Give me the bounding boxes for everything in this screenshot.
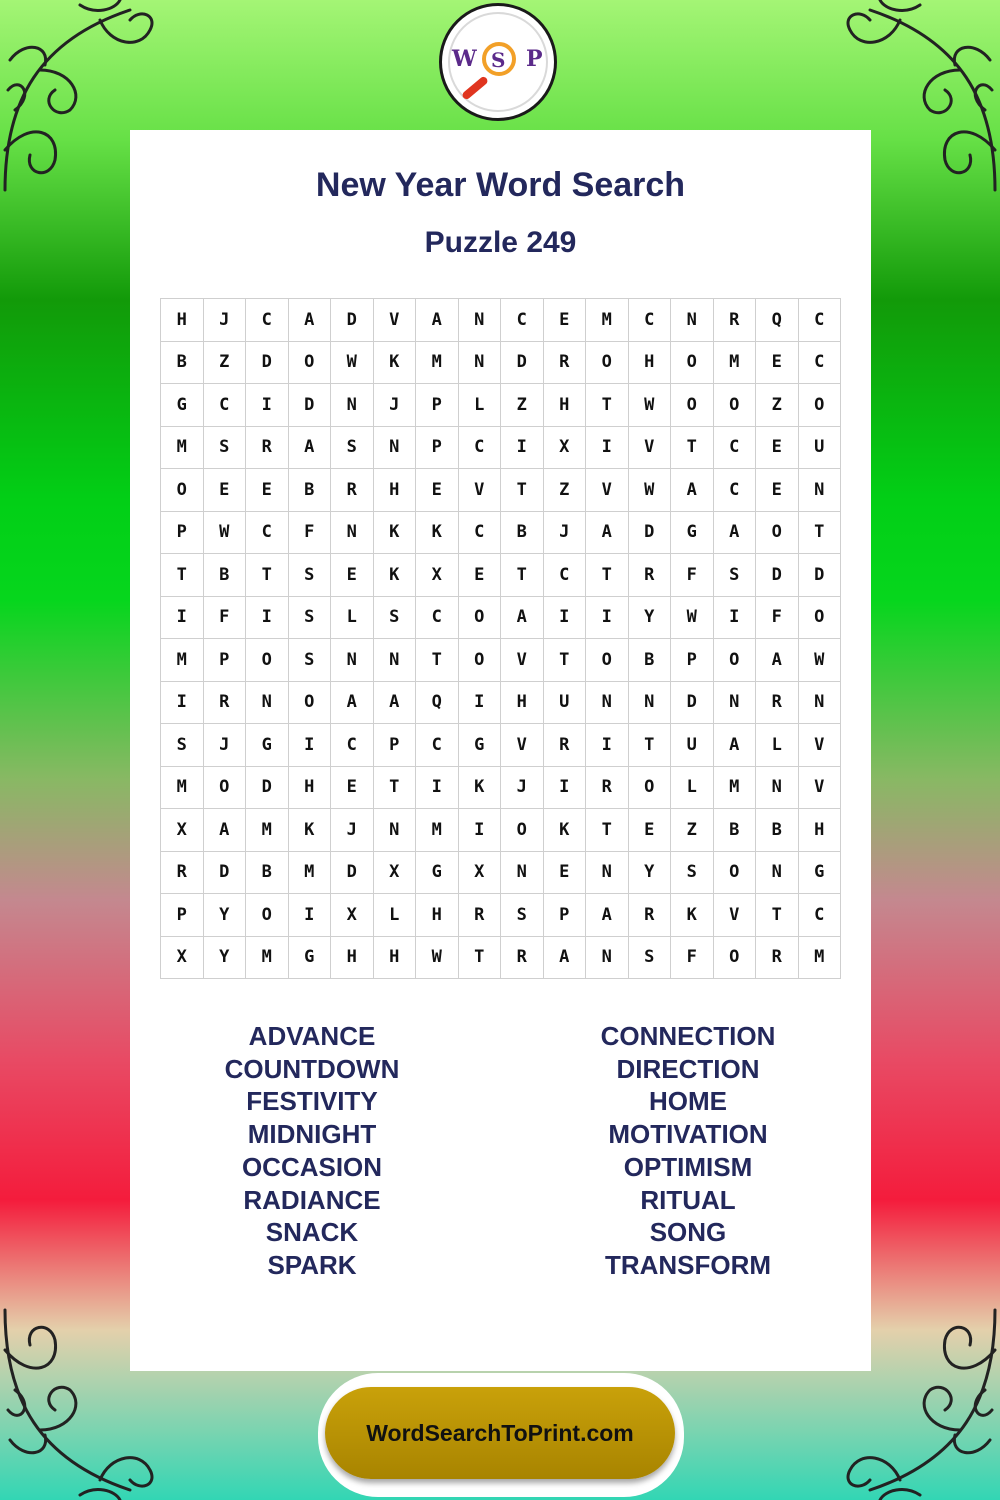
grid-cell: X bbox=[544, 427, 587, 470]
grid-cell: C bbox=[544, 554, 587, 597]
grid-cell: N bbox=[459, 299, 502, 342]
grid-cell: B bbox=[161, 342, 204, 385]
site-link-button[interactable]: WordSearchToPrint.com bbox=[325, 1387, 675, 1479]
grid-cell: G bbox=[459, 724, 502, 767]
grid-cell: I bbox=[246, 384, 289, 427]
grid-cell: I bbox=[161, 597, 204, 640]
grid-cell: P bbox=[416, 384, 459, 427]
grid-cell: R bbox=[161, 852, 204, 895]
grid-cell: O bbox=[246, 894, 289, 937]
grid-cell: D bbox=[204, 852, 247, 895]
grid-cell: C bbox=[799, 894, 842, 937]
grid-cell: O bbox=[799, 384, 842, 427]
grid-cell: N bbox=[629, 682, 672, 725]
grid-cell: Z bbox=[544, 469, 587, 512]
grid-cell: D bbox=[246, 767, 289, 810]
puzzle-number: Puzzle 249 bbox=[424, 226, 577, 259]
grid-cell: A bbox=[586, 512, 629, 555]
grid-cell: G bbox=[289, 937, 332, 980]
grid-cell: E bbox=[459, 554, 502, 597]
grid-cell: N bbox=[671, 299, 714, 342]
grid-cell: K bbox=[459, 767, 502, 810]
grid-cell: I bbox=[416, 767, 459, 810]
grid-cell: R bbox=[714, 299, 757, 342]
grid-cell: O bbox=[586, 639, 629, 682]
grid-cell: C bbox=[204, 384, 247, 427]
grid-cell: T bbox=[459, 937, 502, 980]
grid-cell: B bbox=[629, 639, 672, 682]
grid-cell: O bbox=[671, 342, 714, 385]
grid-cell: V bbox=[501, 639, 544, 682]
grid-cell: N bbox=[756, 852, 799, 895]
grid-cell: U bbox=[799, 427, 842, 470]
grid-cell: V bbox=[629, 427, 672, 470]
grid-cell: D bbox=[629, 512, 672, 555]
grid-cell: O bbox=[714, 384, 757, 427]
word-item: MIDNIGHT bbox=[247, 1119, 377, 1150]
grid-cell: C bbox=[629, 299, 672, 342]
word-item: SONG bbox=[649, 1217, 727, 1248]
grid-cell: H bbox=[289, 767, 332, 810]
grid-cell: A bbox=[289, 299, 332, 342]
grid-cell: E bbox=[756, 427, 799, 470]
grid-cell: N bbox=[374, 809, 417, 852]
grid-cell: F bbox=[671, 937, 714, 980]
grid-cell: R bbox=[459, 894, 502, 937]
grid-cell: B bbox=[714, 809, 757, 852]
grid-cell: H bbox=[501, 682, 544, 725]
grid-cell: I bbox=[501, 427, 544, 470]
grid-cell: A bbox=[586, 894, 629, 937]
grid-cell: A bbox=[756, 639, 799, 682]
grid-cell: D bbox=[289, 384, 332, 427]
grid-cell: H bbox=[416, 894, 459, 937]
grid-cell: I bbox=[459, 809, 502, 852]
grid-cell: D bbox=[246, 342, 289, 385]
grid-cell: O bbox=[714, 639, 757, 682]
grid-cell: K bbox=[671, 894, 714, 937]
grid-cell: O bbox=[459, 597, 502, 640]
grid-cell: R bbox=[586, 767, 629, 810]
word-item: FESTIVITY bbox=[246, 1086, 378, 1117]
grid-cell: U bbox=[671, 724, 714, 767]
grid-cell: P bbox=[161, 512, 204, 555]
grid-cell: G bbox=[671, 512, 714, 555]
grid-cell: N bbox=[586, 682, 629, 725]
grid-cell: O bbox=[161, 469, 204, 512]
word-item: SPARK bbox=[267, 1249, 357, 1280]
grid-cell: O bbox=[629, 767, 672, 810]
grid-cell: O bbox=[246, 639, 289, 682]
grid-cell: J bbox=[204, 299, 247, 342]
grid-cell: H bbox=[331, 937, 374, 980]
grid-cell: J bbox=[204, 724, 247, 767]
grid-cell: T bbox=[586, 554, 629, 597]
grid-cell: V bbox=[374, 299, 417, 342]
grid-cell: T bbox=[799, 512, 842, 555]
grid-cell: R bbox=[544, 342, 587, 385]
grid-cell: O bbox=[586, 342, 629, 385]
grid-cell: X bbox=[416, 554, 459, 597]
grid-cell: O bbox=[756, 512, 799, 555]
logo-letter-w: W bbox=[452, 46, 477, 72]
grid-cell: A bbox=[374, 682, 417, 725]
grid-cell: D bbox=[671, 682, 714, 725]
grid-cell: G bbox=[799, 852, 842, 895]
grid-cell: S bbox=[374, 597, 417, 640]
grid-cell: T bbox=[161, 554, 204, 597]
grid-cell: H bbox=[374, 937, 417, 980]
grid-cell: M bbox=[586, 299, 629, 342]
grid-cell: S bbox=[204, 427, 247, 470]
grid-cell: V bbox=[501, 724, 544, 767]
grid-cell: E bbox=[756, 469, 799, 512]
grid-cell: E bbox=[246, 469, 289, 512]
site-logo[interactable] bbox=[439, 3, 557, 121]
grid-cell: C bbox=[501, 299, 544, 342]
grid-cell: T bbox=[374, 767, 417, 810]
grid-cell: D bbox=[331, 299, 374, 342]
grid-cell: I bbox=[586, 724, 629, 767]
grid-cell: N bbox=[756, 767, 799, 810]
grid-cell: O bbox=[459, 639, 502, 682]
grid-cell: C bbox=[799, 299, 842, 342]
grid-cell: M bbox=[246, 809, 289, 852]
grid-cell: N bbox=[586, 852, 629, 895]
grid-cell: Y bbox=[629, 597, 672, 640]
grid-cell: T bbox=[416, 639, 459, 682]
grid-cell: R bbox=[544, 724, 587, 767]
grid-cell: A bbox=[416, 299, 459, 342]
grid-cell: A bbox=[544, 937, 587, 980]
grid-cell: E bbox=[544, 852, 587, 895]
page-title: New Year Word Search bbox=[315, 166, 686, 204]
grid-cell: H bbox=[799, 809, 842, 852]
grid-cell: R bbox=[331, 469, 374, 512]
grid-cell: X bbox=[459, 852, 502, 895]
grid-cell: D bbox=[501, 342, 544, 385]
grid-cell: I bbox=[586, 427, 629, 470]
grid-cell: R bbox=[204, 682, 247, 725]
grid-cell: S bbox=[289, 597, 332, 640]
word-item: ADVANCE bbox=[248, 1021, 376, 1051]
letter-grid bbox=[160, 298, 841, 979]
grid-cell: M bbox=[161, 639, 204, 682]
grid-cell: A bbox=[289, 427, 332, 470]
grid-cell: W bbox=[331, 342, 374, 385]
grid-cell: O bbox=[289, 682, 332, 725]
grid-cell: V bbox=[799, 767, 842, 810]
grid-cell: Z bbox=[204, 342, 247, 385]
grid-cell: L bbox=[331, 597, 374, 640]
grid-cell: E bbox=[331, 554, 374, 597]
grid-cell: X bbox=[161, 937, 204, 980]
grid-cell: T bbox=[246, 554, 289, 597]
grid-cell: F bbox=[756, 597, 799, 640]
grid-cell: D bbox=[331, 852, 374, 895]
grid-cell: N bbox=[374, 639, 417, 682]
grid-cell: H bbox=[629, 342, 672, 385]
grid-cell: K bbox=[374, 342, 417, 385]
grid-cell: F bbox=[204, 597, 247, 640]
grid-cell: T bbox=[501, 554, 544, 597]
grid-cell: C bbox=[714, 469, 757, 512]
grid-cell: G bbox=[246, 724, 289, 767]
grid-cell: H bbox=[374, 469, 417, 512]
grid-cell: R bbox=[629, 894, 672, 937]
grid-cell: S bbox=[289, 639, 332, 682]
grid-cell: X bbox=[161, 809, 204, 852]
grid-cell: B bbox=[289, 469, 332, 512]
grid-cell: M bbox=[416, 809, 459, 852]
grid-cell: S bbox=[629, 937, 672, 980]
grid-cell: V bbox=[586, 469, 629, 512]
grid-cell: P bbox=[671, 639, 714, 682]
grid-cell: K bbox=[544, 809, 587, 852]
grid-cell: A bbox=[714, 512, 757, 555]
grid-cell: R bbox=[756, 682, 799, 725]
grid-cell: M bbox=[246, 937, 289, 980]
grid-cell: M bbox=[714, 342, 757, 385]
word-item: DIRECTION bbox=[616, 1053, 760, 1084]
grid-cell: E bbox=[629, 809, 672, 852]
grid-cell: I bbox=[544, 767, 587, 810]
grid-cell: N bbox=[246, 682, 289, 725]
grid-cell: R bbox=[756, 937, 799, 980]
grid-cell: N bbox=[331, 639, 374, 682]
word-list-left bbox=[162, 1020, 462, 1282]
word-item: RADIANCE bbox=[243, 1184, 381, 1215]
grid-cell: V bbox=[714, 894, 757, 937]
grid-cell: T bbox=[629, 724, 672, 767]
grid-cell: Y bbox=[204, 937, 247, 980]
grid-cell: B bbox=[204, 554, 247, 597]
grid-cell: T bbox=[671, 427, 714, 470]
word-item: COUNTDOWN bbox=[224, 1053, 400, 1084]
grid-cell: A bbox=[331, 682, 374, 725]
grid-cell: P bbox=[416, 427, 459, 470]
grid-cell: I bbox=[161, 682, 204, 725]
grid-cell: Z bbox=[501, 384, 544, 427]
grid-cell: C bbox=[246, 512, 289, 555]
grid-cell: K bbox=[289, 809, 332, 852]
puzzle-sheet bbox=[130, 130, 871, 1371]
grid-cell: X bbox=[331, 894, 374, 937]
grid-cell: R bbox=[629, 554, 672, 597]
footer-pill bbox=[318, 1373, 684, 1497]
grid-cell: Z bbox=[756, 384, 799, 427]
grid-cell: T bbox=[544, 639, 587, 682]
word-item: HOME bbox=[649, 1086, 727, 1117]
grid-cell: P bbox=[204, 639, 247, 682]
grid-cell: E bbox=[544, 299, 587, 342]
grid-cell: O bbox=[289, 342, 332, 385]
grid-cell: N bbox=[586, 937, 629, 980]
grid-cell: M bbox=[799, 937, 842, 980]
grid-cell: N bbox=[714, 682, 757, 725]
grid-cell: E bbox=[331, 767, 374, 810]
grid-cell: T bbox=[756, 894, 799, 937]
grid-cell: W bbox=[671, 597, 714, 640]
grid-cell: E bbox=[416, 469, 459, 512]
grid-cell: S bbox=[289, 554, 332, 597]
word-item: MOTIVATION bbox=[608, 1119, 768, 1150]
grid-cell: I bbox=[544, 597, 587, 640]
grid-cell: N bbox=[799, 682, 842, 725]
grid-cell: B bbox=[246, 852, 289, 895]
grid-cell: C bbox=[331, 724, 374, 767]
grid-cell: P bbox=[374, 724, 417, 767]
grid-cell: C bbox=[459, 512, 502, 555]
logo-letter-s: S bbox=[491, 48, 506, 72]
grid-cell: W bbox=[204, 512, 247, 555]
grid-cell: W bbox=[629, 469, 672, 512]
grid-cell: C bbox=[799, 342, 842, 385]
grid-cell: B bbox=[501, 512, 544, 555]
grid-cell: W bbox=[629, 384, 672, 427]
grid-cell: O bbox=[799, 597, 842, 640]
grid-cell: P bbox=[544, 894, 587, 937]
word-item: CONNECTION bbox=[600, 1021, 776, 1051]
grid-cell: O bbox=[204, 767, 247, 810]
grid-cell: M bbox=[714, 767, 757, 810]
word-list-right bbox=[538, 1020, 838, 1282]
grid-cell: J bbox=[374, 384, 417, 427]
grid-cell: L bbox=[756, 724, 799, 767]
word-item: TRANSFORM bbox=[604, 1249, 772, 1280]
grid-cell: I bbox=[289, 894, 332, 937]
word-item: OCCASION bbox=[241, 1151, 383, 1182]
grid-cell: K bbox=[374, 512, 417, 555]
grid-cell: M bbox=[161, 427, 204, 470]
grid-cell: M bbox=[161, 767, 204, 810]
grid-cell: N bbox=[331, 512, 374, 555]
grid-cell: N bbox=[331, 384, 374, 427]
grid-cell: D bbox=[756, 554, 799, 597]
grid-cell: O bbox=[714, 937, 757, 980]
grid-cell: F bbox=[671, 554, 714, 597]
grid-cell: B bbox=[756, 809, 799, 852]
grid-cell: I bbox=[714, 597, 757, 640]
grid-cell: A bbox=[671, 469, 714, 512]
grid-cell: T bbox=[501, 469, 544, 512]
grid-cell: S bbox=[671, 852, 714, 895]
word-item: OPTIMISM bbox=[623, 1151, 753, 1182]
grid-cell: Y bbox=[629, 852, 672, 895]
grid-cell: T bbox=[586, 809, 629, 852]
grid-cell: I bbox=[459, 682, 502, 725]
grid-cell: V bbox=[799, 724, 842, 767]
grid-cell: R bbox=[246, 427, 289, 470]
grid-cell: C bbox=[246, 299, 289, 342]
grid-cell: N bbox=[374, 427, 417, 470]
grid-cell: H bbox=[544, 384, 587, 427]
grid-cell: J bbox=[501, 767, 544, 810]
grid-cell: E bbox=[756, 342, 799, 385]
word-item: SNACK bbox=[265, 1217, 359, 1248]
grid-cell: F bbox=[289, 512, 332, 555]
grid-cell: U bbox=[544, 682, 587, 725]
grid-cell: Q bbox=[416, 682, 459, 725]
grid-cell: C bbox=[416, 597, 459, 640]
grid-cell: J bbox=[544, 512, 587, 555]
grid-cell: I bbox=[289, 724, 332, 767]
grid-cell: Z bbox=[671, 809, 714, 852]
grid-cell: O bbox=[501, 809, 544, 852]
logo-letter-p: P bbox=[526, 46, 543, 72]
grid-cell: S bbox=[331, 427, 374, 470]
grid-cell: S bbox=[714, 554, 757, 597]
grid-cell: E bbox=[204, 469, 247, 512]
grid-cell: N bbox=[459, 342, 502, 385]
grid-cell: R bbox=[501, 937, 544, 980]
grid-cell: X bbox=[374, 852, 417, 895]
grid-cell: P bbox=[161, 894, 204, 937]
grid-cell: D bbox=[799, 554, 842, 597]
grid-cell: K bbox=[416, 512, 459, 555]
grid-cell: L bbox=[671, 767, 714, 810]
grid-cell: N bbox=[799, 469, 842, 512]
grid-cell: O bbox=[714, 852, 757, 895]
grid-cell: H bbox=[161, 299, 204, 342]
grid-cell: I bbox=[586, 597, 629, 640]
grid-cell: J bbox=[331, 809, 374, 852]
grid-cell: S bbox=[501, 894, 544, 937]
grid-cell: S bbox=[161, 724, 204, 767]
grid-cell: V bbox=[459, 469, 502, 512]
grid-cell: I bbox=[246, 597, 289, 640]
grid-cell: M bbox=[289, 852, 332, 895]
grid-cell: W bbox=[416, 937, 459, 980]
grid-cell: Q bbox=[756, 299, 799, 342]
grid-cell: L bbox=[374, 894, 417, 937]
grid-cell: A bbox=[714, 724, 757, 767]
word-item: RITUAL bbox=[640, 1184, 736, 1215]
grid-cell: N bbox=[501, 852, 544, 895]
grid-cell: G bbox=[161, 384, 204, 427]
grid-cell: M bbox=[416, 342, 459, 385]
grid-cell: C bbox=[416, 724, 459, 767]
grid-cell: A bbox=[204, 809, 247, 852]
grid-cell: O bbox=[671, 384, 714, 427]
grid-cell: K bbox=[374, 554, 417, 597]
grid-cell: T bbox=[586, 384, 629, 427]
grid-cell: Y bbox=[204, 894, 247, 937]
grid-cell: L bbox=[459, 384, 502, 427]
grid-cell: C bbox=[714, 427, 757, 470]
grid-cell: A bbox=[501, 597, 544, 640]
grid-cell: C bbox=[459, 427, 502, 470]
grid-cell: W bbox=[799, 639, 842, 682]
grid-cell: G bbox=[416, 852, 459, 895]
